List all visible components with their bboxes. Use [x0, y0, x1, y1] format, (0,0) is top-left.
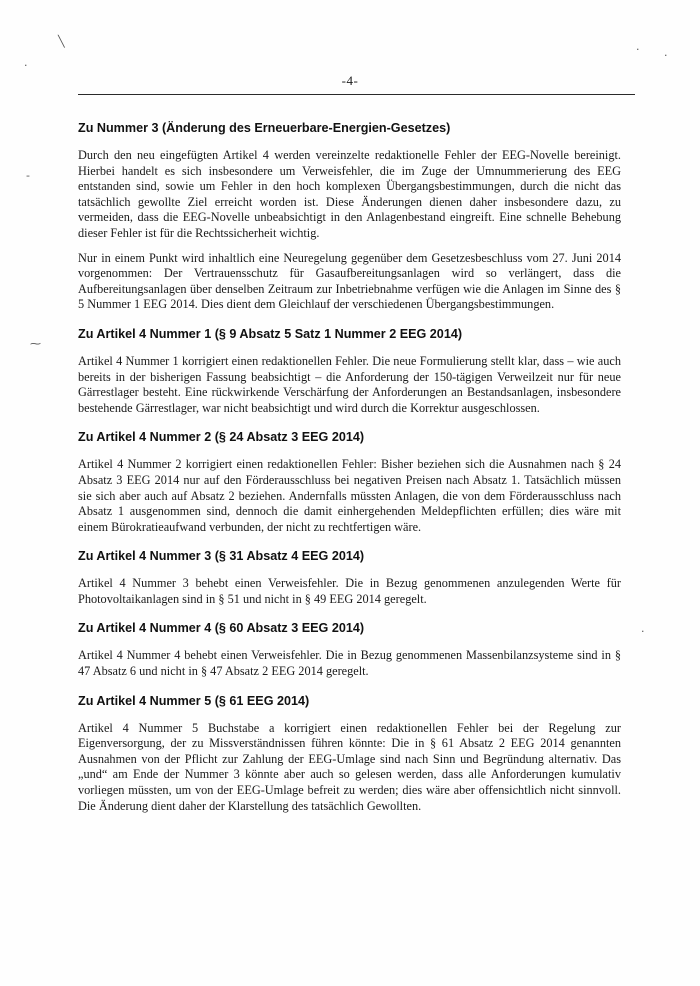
section-artikel-4-nummer-3	[78, 548, 621, 607]
section-artikel-4-nummer-2	[78, 429, 621, 535]
paragraph: Durch den neu eingefügten Artikel 4 werden vereinzelte redaktionelle Fehler der EEG-Novelle bereinigt. Hierbei handelt es sich insbesondere um Verweisfehler, die im Zuge der Umnummerierung des EEG entstanden sind, sowie um Fehler in den hoch komplexen Übergangsbestimmungen, durch die nicht das tatsächlich gewollte Ziel erreicht worden ist. Diese Änderungen dienen daher insbesondere dazu, zu vermeiden, dass die EEG-Novelle unbeabsichtigt in den Anlagenbestand eingreift. Eine schnelle Behebung dieser Fehler ist für die Rechtssicherheit wichtig.	[78, 148, 621, 240]
document-body	[78, 120, 621, 827]
section-heading: Zu Artikel 4 Nummer 1 (§ 9 Absatz 5 Satz 1 Nummer 2 EEG 2014)	[78, 326, 463, 341]
scan-speck: ⁓	[30, 337, 41, 350]
section-heading: Zu Artikel 4 Nummer 3 (§ 31 Absatz 4 EEG 2014)	[78, 549, 365, 564]
paragraph: Artikel 4 Nummer 2 korrigiert einen redaktionellen Fehler: Bisher beziehen sich die Ausnahmen nach § 24 Absatz 3 EEG 2014 nur auf den Förderausschluss bei negativen Preisen nach Absatz 1. Tatsächlich müssen sie sich aber auch auf Absatz 2 beziehen. Andernfalls müssten Anlagen, die von dem Förderausschluss nach Absatz 1 ausgenommen sind, dennoch die damit einhergehenden Meldepflichten erfüllen; dies wäre mit einem Bürokratieaufwand verbunden, der nicht zu rechtfertigen wäre.	[78, 457, 621, 534]
section-heading: Zu Nummer 3 (Änderung des Erneuerbare-Energien-Gesetzes)	[78, 121, 451, 135]
header-rule	[78, 94, 635, 95]
section-heading: Zu Artikel 4 Nummer 2 (§ 24 Absatz 3 EEG 2014)	[78, 430, 365, 445]
paragraph: Artikel 4 Nummer 3 behebt einen Verweisfehler. Die in Bezug genommenen anzulegenden Werte für Photovoltaikanlagen sind in § 51 und nicht in § 49 EEG 2014 geregelt.	[78, 576, 621, 606]
section-heading: Zu Artikel 4 Nummer 4 (§ 60 Absatz 3 EEG 2014)	[78, 621, 365, 636]
section-nummer-3	[78, 120, 621, 313]
section-artikel-4-nummer-1	[78, 326, 621, 416]
section-artikel-4-nummer-4	[78, 620, 621, 679]
scan-speck: -	[26, 169, 30, 182]
paragraph: Artikel 4 Nummer 5 Buchstabe a korrigiert einen redaktionellen Fehler bei der Regelung zur Eigenversorgung, der zu Missverständnissen führen könnte: Die in § 61 Absatz 2 EEG 2014 genannten Ausnahmen von der Pflicht zur Zahlung der EEG-Umlage sind nach Sinn und Begründung alternativ. Das „und“ am Ende der Nummer 3 könnte aber auch so gelesen werden, dass alle Anforderungen kumulativ vorliegen müssten, um von der EEG-Umlage befreit zu werden; dies wäre aber offensichtlich nicht sinnvoll. Die Änderung dient daher der Klarstellung des tatsächlich Gewollten.	[78, 720, 621, 813]
section-heading: Zu Artikel 4 Nummer 5 (§ 61 EEG 2014)	[78, 693, 310, 708]
scan-speck: ·	[641, 625, 645, 638]
scan-speck: ·	[664, 49, 668, 62]
section-artikel-4-nummer-5	[78, 693, 621, 815]
paragraph: Nur in einem Punkt wird inhaltlich eine Neuregelung gegenüber dem Gesetzesbeschluss vom 27. Juni 2014 vorgenommen: Der Vertrauensschutz für Gasaufbereitungsanlagen wird so verlängert, dass die Aufbereitungsanlagen über denselben Zeitraum zur Inbetriebnahme verfügen wie die Anlagen im Sinne des § 5 Nummer 1 EEG 2014. Dies dient dem Gleichlauf der verschiedenen Übergangsbestimmungen.	[78, 250, 621, 312]
paragraph: Artikel 4 Nummer 4 behebt einen Verweisfehler. Die in Bezug genommenen Massenbilanzsysteme sind in § 47 Absatz 6 und nicht in § 47 Absatz 2 EEG 2014 geregelt.	[78, 648, 621, 679]
scan-speck: ╲	[58, 35, 65, 48]
scan-speck: ·	[24, 59, 28, 72]
scan-speck: ·	[636, 43, 640, 56]
paragraph: Artikel 4 Nummer 1 korrigiert einen redaktionellen Fehler. Die neue Formulierung stellt klar, dass – wie auch bereits in der bisherigen Fassung beabsichtigt – die Anforderung der 150-tägigen Verweilzeit nur für neue Gärrestlager besteht. Eine rückwirkende Verschärfung der Anforderungen an Bestandsanlagen, insbesondere bestehende Gärrestlager, war nicht beabsichtigt und wird durch die Korrektur ausgeschlossen.	[78, 353, 621, 415]
page-number: -4-	[341, 73, 359, 88]
